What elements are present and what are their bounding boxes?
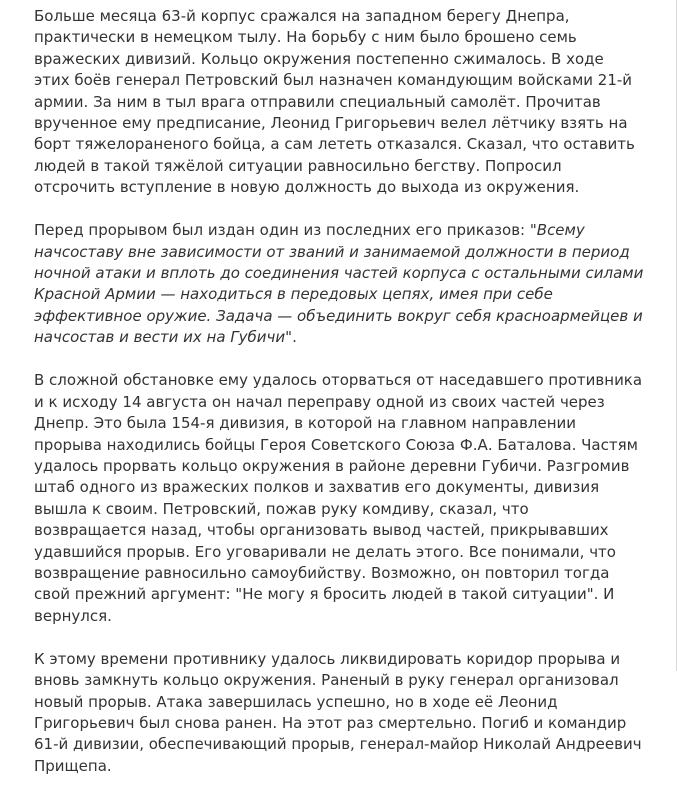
paragraph-1: Больше месяца 63-й корпус сражался на западном берегу Днепра, практически в немецком тылу. На борьбу с ним было брошено семь вражеских дивизий. Кольцо окружения постепенно сжималось. В ходе этих боёв генерал Петровский был назначен командующим войсками 21-й армии. За ним в тыл врага отправили специальный самолёт. Прочитав врученное ему предписание, Леонид Григорьевич велел лётчику взять на борт тяжелораненого бойца, а сам лететь отказался. Сказал, что оставить людей в такой тяжёлой ситуации равносильно бегству. Попросил отсрочить вступление в новую должность до выхода из окружения.	[34, 7, 635, 197]
article-body	[34, 6, 644, 799]
paragraph-4: К этому времени противнику удалось ликвидировать коридор прорыва и вновь замкнуть кольцо окружения. Раненый в руку генерал организовал новый прорыв. Атака завершилась успешно, но в ходе её Леонид Григорьевич был снова ранен. На этот раз смертельно. Погиб и командир 61-й дивизии, обеспечивающий прорыв, генерал-майор Николай Андреевич Прищепа.	[34, 649, 642, 775]
paragraph-2-end: .	[292, 328, 297, 347]
order-quote: "Всему начсоставу вне зависимости от званий и занимаемой должности в период ночной атаки и вплоть до соединения частей корпуса с остальными силами Красной Армии — находиться в передовых цепях, имея при себе эффективное оружие. Задача — объединить вокруг себя красноармейцев и начсостав и вести их на Губичи"	[34, 221, 644, 347]
paragraph-3: В сложной обстановке ему удалось оторваться от наседавшего противника и к исходу 14 августа он начал переправу одной из своих частей через Днепр. Это была 154-я дивизия, в которой на главном направлении прорыва находились бойцы Героя Советского Союза Ф.А. Баталова. Частям удалось прорвать кольцо окружения в районе деревни Губичи. Разгромив штаб одного из вражеских полков и захватив его документы, дивизия вышла к своим. Петровский, пожав руку комдиву, сказал, что возвращается назад, чтобы организовать вывод частей, прикрывавших удавшийся прорыв. Его уговаривали не делать этого. Все понимали, что возвращение равносильно самоубийству. Возможно, он повторил тогда свой прежний аргумент: "Не могу я бросить людей в такой ситуации". И вернулся.	[34, 371, 643, 625]
paragraph-2-intro: Перед прорывом был издан один из последних его приказов:	[34, 221, 530, 240]
paragraph-2	[34, 220, 644, 348]
